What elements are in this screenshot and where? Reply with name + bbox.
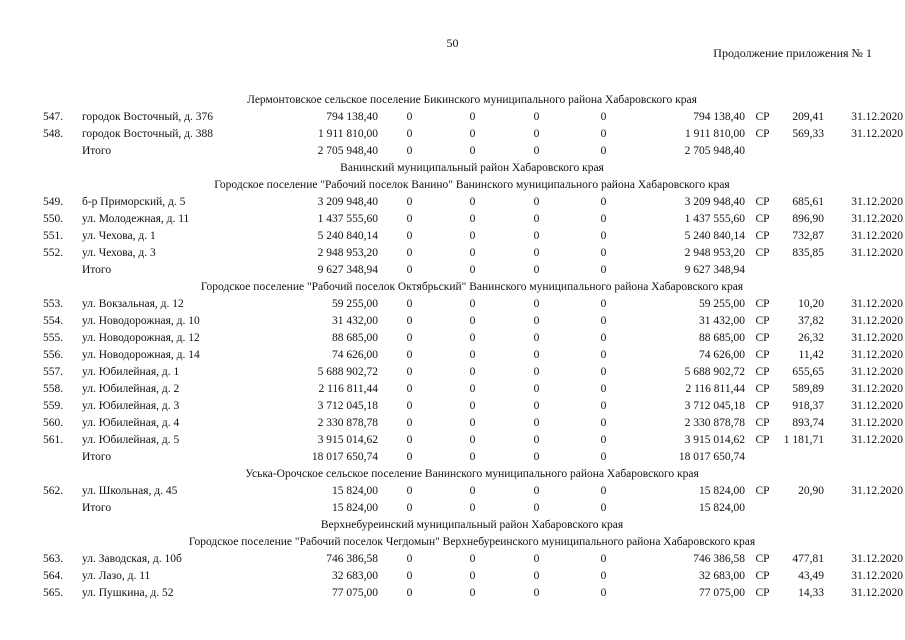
work-type-cell: СР bbox=[755, 570, 770, 582]
table-row bbox=[41, 551, 903, 568]
source-2-cell: 0 bbox=[469, 502, 476, 514]
table-row bbox=[41, 313, 903, 330]
unit-cost-cell bbox=[780, 500, 824, 517]
owner-funds-cell: 2 330 878,78 bbox=[684, 417, 745, 429]
total-cost-cell: 59 255,00 bbox=[332, 298, 378, 310]
address-cell: ул. Юбилейная, д. 3 bbox=[82, 400, 180, 412]
source-1-cell: 0 bbox=[406, 485, 413, 497]
source-4-cell: 0 bbox=[600, 128, 607, 140]
section-heading-row bbox=[41, 92, 903, 109]
owner-funds-cell: 15 824,00 bbox=[699, 502, 745, 514]
work-type-cell: СР bbox=[755, 128, 770, 140]
table-row bbox=[41, 432, 903, 449]
source-3-cell: 0 bbox=[533, 230, 540, 242]
source-1-cell: 0 bbox=[406, 451, 413, 463]
work-type-cell: СР bbox=[755, 230, 770, 242]
address-cell: ул. Новодорожная, д. 12 bbox=[82, 332, 200, 344]
source-2-cell: 0 bbox=[469, 383, 476, 395]
row-number-cell: 558. bbox=[43, 383, 64, 395]
address-cell: Итого bbox=[82, 451, 112, 463]
total-cost-cell: 18 017 650,74 bbox=[311, 451, 378, 463]
table-row bbox=[41, 415, 903, 432]
unit-cost-cell: 20,90 bbox=[798, 485, 824, 497]
section-heading: Уська-Орочское сельское поселение Ванинского муниципального района Хабаровского края bbox=[245, 468, 699, 480]
owner-funds-cell: 746 386,58 bbox=[693, 553, 745, 565]
work-type-cell: СР bbox=[755, 332, 770, 344]
source-1-cell: 0 bbox=[406, 434, 413, 446]
deadline-cell bbox=[824, 449, 903, 466]
table-row bbox=[41, 109, 903, 126]
deadline-cell: 31.12.2020 bbox=[851, 247, 904, 259]
total-cost-cell: 9 627 348,94 bbox=[317, 264, 378, 276]
owner-funds-cell: 1 437 555,60 bbox=[684, 213, 745, 225]
deadline-cell: 31.12.2020 bbox=[851, 570, 904, 582]
row-number-cell: 551. bbox=[43, 230, 64, 242]
work-type-cell: СР bbox=[755, 553, 770, 565]
deadline-cell: 31.12.2020 bbox=[851, 332, 904, 344]
source-2-cell: 0 bbox=[469, 315, 476, 327]
unit-cost-cell bbox=[780, 262, 824, 279]
unit-cost-cell: 477,81 bbox=[792, 553, 824, 565]
address-cell: ул. Вокзальная, д. 12 bbox=[82, 298, 184, 310]
total-cost-cell: 2 330 878,78 bbox=[317, 417, 378, 429]
source-2-cell: 0 bbox=[469, 485, 476, 497]
table-row bbox=[41, 347, 903, 364]
work-type-cell: СР bbox=[755, 349, 770, 361]
source-3-cell: 0 bbox=[533, 570, 540, 582]
source-1-cell: 0 bbox=[406, 417, 413, 429]
address-cell: б-р Приморский, д. 5 bbox=[82, 196, 186, 208]
address-cell: ул. Новодорожная, д. 10 bbox=[82, 315, 200, 327]
source-1-cell: 0 bbox=[406, 128, 413, 140]
deadline-cell: 31.12.2020 bbox=[851, 587, 904, 599]
source-4-cell: 0 bbox=[600, 434, 607, 446]
source-2-cell: 0 bbox=[469, 213, 476, 225]
source-2-cell: 0 bbox=[469, 553, 476, 565]
source-3-cell: 0 bbox=[533, 349, 540, 361]
source-4-cell: 0 bbox=[600, 502, 607, 514]
source-4-cell: 0 bbox=[600, 264, 607, 276]
source-2-cell: 0 bbox=[469, 230, 476, 242]
owner-funds-cell: 32 683,00 bbox=[699, 570, 745, 582]
source-4-cell: 0 bbox=[600, 451, 607, 463]
source-3-cell: 0 bbox=[533, 196, 540, 208]
source-3-cell: 0 bbox=[533, 298, 540, 310]
work-type-cell: СР bbox=[755, 213, 770, 225]
table-row bbox=[41, 228, 903, 245]
total-cost-cell: 2 948 953,20 bbox=[317, 247, 378, 259]
source-3-cell: 0 bbox=[533, 111, 540, 123]
source-1-cell: 0 bbox=[406, 366, 413, 378]
owner-funds-cell: 2 948 953,20 bbox=[684, 247, 745, 259]
source-2-cell: 0 bbox=[469, 111, 476, 123]
source-3-cell: 0 bbox=[533, 434, 540, 446]
source-3-cell: 0 bbox=[533, 451, 540, 463]
deadline-cell: 31.12.2020 bbox=[851, 315, 904, 327]
address-cell: ул. Молодежная, д. 11 bbox=[82, 213, 190, 225]
work-type-cell: СР bbox=[755, 298, 770, 310]
owner-funds-cell: 31 432,00 bbox=[699, 315, 745, 327]
unit-cost-cell: 10,20 bbox=[798, 298, 824, 310]
unit-cost-cell: 893,74 bbox=[792, 417, 824, 429]
deadline-cell: 31.12.2020 bbox=[851, 553, 904, 565]
owner-funds-cell: 15 824,00 bbox=[699, 485, 745, 497]
register-table bbox=[41, 92, 903, 602]
unit-cost-cell: 26,32 bbox=[798, 332, 824, 344]
unit-cost-cell: 14,33 bbox=[798, 587, 824, 599]
address-cell: ул. Заводская, д. 10б bbox=[82, 553, 182, 565]
source-3-cell: 0 bbox=[533, 485, 540, 497]
source-4-cell: 0 bbox=[600, 417, 607, 429]
row-number-cell: 563. bbox=[43, 553, 64, 565]
source-1-cell: 0 bbox=[406, 587, 413, 599]
row-number-cell: 553. bbox=[43, 298, 64, 310]
deadline-cell: 31.12.2020 bbox=[851, 383, 904, 395]
source-1-cell: 0 bbox=[406, 502, 413, 514]
row-number-cell: 564. bbox=[43, 570, 64, 582]
source-4-cell: 0 bbox=[600, 111, 607, 123]
work-type-cell: СР bbox=[755, 587, 770, 599]
address-cell: ул. Юбилейная, д. 5 bbox=[82, 434, 180, 446]
unit-cost-cell: 896,90 bbox=[792, 213, 824, 225]
source-1-cell: 0 bbox=[406, 213, 413, 225]
unit-cost-cell: 43,49 bbox=[798, 570, 824, 582]
unit-cost-cell: 569,33 bbox=[792, 128, 824, 140]
address-cell: Итого bbox=[82, 145, 112, 157]
appendix-note: Продолжение приложения № 1 bbox=[713, 46, 872, 60]
source-3-cell: 0 bbox=[533, 332, 540, 344]
source-2-cell: 0 bbox=[469, 145, 476, 157]
row-number-cell: 561. bbox=[43, 434, 64, 446]
deadline-cell: 31.12.2020 bbox=[851, 128, 904, 140]
row-number-cell: 559. bbox=[43, 400, 64, 412]
source-1-cell: 0 bbox=[406, 111, 413, 123]
deadline-cell: 31.12.2020 bbox=[851, 349, 904, 361]
deadline-cell: 31.12.2020 bbox=[851, 485, 904, 497]
source-4-cell: 0 bbox=[600, 366, 607, 378]
row-number-cell: 552. bbox=[43, 247, 64, 259]
deadline-cell: 31.12.2020 bbox=[851, 400, 904, 412]
unit-cost-cell: 209,41 bbox=[792, 111, 824, 123]
source-2-cell: 0 bbox=[469, 349, 476, 361]
table-row bbox=[41, 245, 903, 262]
work-type-cell: СР bbox=[755, 417, 770, 429]
source-4-cell: 0 bbox=[600, 485, 607, 497]
address-cell: ул. Юбилейная, д. 1 bbox=[82, 366, 180, 378]
total-cost-cell: 74 626,00 bbox=[332, 349, 378, 361]
total-cost-cell: 3 209 948,40 bbox=[317, 196, 378, 208]
deadline-cell: 31.12.2020 bbox=[851, 417, 904, 429]
source-1-cell: 0 bbox=[406, 264, 413, 276]
address-cell: Итого bbox=[82, 502, 112, 514]
row-number-cell: 557. bbox=[43, 366, 64, 378]
address-cell: ул. Пушкина, д. 52 bbox=[82, 587, 174, 599]
owner-funds-cell: 3 712 045,18 bbox=[684, 400, 745, 412]
source-3-cell: 0 bbox=[533, 128, 540, 140]
source-2-cell: 0 bbox=[469, 587, 476, 599]
total-cost-cell: 5 688 902,72 bbox=[317, 366, 378, 378]
work-type-cell: СР bbox=[755, 485, 770, 497]
unit-cost-cell bbox=[780, 449, 824, 466]
total-cost-cell: 31 432,00 bbox=[332, 315, 378, 327]
section-heading: Лермонтовское сельское поселение Бикинского муниципального района Хабаровского края bbox=[247, 94, 697, 106]
owner-funds-cell: 2 116 811,44 bbox=[685, 383, 745, 395]
section-heading-row bbox=[41, 466, 903, 483]
work-type-cell bbox=[745, 449, 780, 466]
row-number-cell: 554. bbox=[43, 315, 64, 327]
section-heading: Городское поселение "Рабочий поселок Октябрьский" Ванинского муниципального района Хабаровского края bbox=[200, 281, 744, 293]
source-3-cell: 0 bbox=[533, 587, 540, 599]
unit-cost-cell: 732,87 bbox=[792, 230, 824, 242]
source-1-cell: 0 bbox=[406, 570, 413, 582]
owner-funds-cell: 74 626,00 bbox=[699, 349, 745, 361]
deadline-cell bbox=[824, 262, 903, 279]
work-type-cell: СР bbox=[755, 434, 770, 446]
source-1-cell: 0 bbox=[406, 196, 413, 208]
address-cell: ул. Лазо, д. 11 bbox=[82, 570, 151, 582]
source-2-cell: 0 bbox=[469, 434, 476, 446]
address-cell: ул. Юбилейная, д. 2 bbox=[82, 383, 180, 395]
source-3-cell: 0 bbox=[533, 366, 540, 378]
unit-cost-cell: 11,42 bbox=[798, 349, 824, 361]
source-3-cell: 0 bbox=[533, 247, 540, 259]
source-3-cell: 0 bbox=[533, 145, 540, 157]
address-cell: городок Восточный, д. 388 bbox=[82, 128, 213, 140]
source-3-cell: 0 bbox=[533, 502, 540, 514]
work-type-cell: СР bbox=[755, 315, 770, 327]
total-cost-cell: 3 915 014,62 bbox=[317, 434, 378, 446]
source-2-cell: 0 bbox=[469, 196, 476, 208]
row-number-cell: 549. bbox=[43, 196, 64, 208]
row-number-cell bbox=[41, 143, 78, 160]
total-cost-cell: 2 705 948,40 bbox=[317, 145, 378, 157]
work-type-cell: СР bbox=[755, 196, 770, 208]
subtotal-row bbox=[41, 500, 903, 517]
owner-funds-cell: 9 627 348,94 bbox=[684, 264, 745, 276]
section-heading-row bbox=[41, 177, 903, 194]
total-cost-cell: 1 437 555,60 bbox=[317, 213, 378, 225]
row-number-cell: 547. bbox=[43, 111, 64, 123]
work-type-cell bbox=[745, 143, 780, 160]
row-number-cell: 548. bbox=[43, 128, 64, 140]
table-row bbox=[41, 211, 903, 228]
table-row bbox=[41, 585, 903, 602]
address-cell: Итого bbox=[82, 264, 112, 276]
owner-funds-cell: 2 705 948,40 bbox=[684, 145, 745, 157]
work-type-cell bbox=[745, 262, 780, 279]
deadline-cell bbox=[824, 143, 903, 160]
total-cost-cell: 1 911 810,00 bbox=[318, 128, 378, 140]
row-number-cell: 550. bbox=[43, 213, 64, 225]
source-2-cell: 0 bbox=[469, 298, 476, 310]
work-type-cell: СР bbox=[755, 366, 770, 378]
subtotal-row bbox=[41, 449, 903, 466]
source-1-cell: 0 bbox=[406, 400, 413, 412]
source-3-cell: 0 bbox=[533, 383, 540, 395]
unit-cost-cell: 1 181,71 bbox=[783, 434, 824, 446]
source-4-cell: 0 bbox=[600, 247, 607, 259]
subtotal-row bbox=[41, 143, 903, 160]
total-cost-cell: 15 824,00 bbox=[332, 502, 378, 514]
owner-funds-cell: 3 209 948,40 bbox=[684, 196, 745, 208]
table-row bbox=[41, 568, 903, 585]
total-cost-cell: 3 712 045,18 bbox=[317, 400, 378, 412]
deadline-cell bbox=[824, 500, 903, 517]
work-type-cell: СР bbox=[755, 111, 770, 123]
deadline-cell: 31.12.2020 bbox=[851, 366, 904, 378]
unit-cost-cell: 918,37 bbox=[792, 400, 824, 412]
section-heading-row bbox=[41, 160, 903, 177]
deadline-cell: 31.12.2020 bbox=[851, 230, 904, 242]
row-number-cell bbox=[41, 262, 78, 279]
total-cost-cell: 5 240 840,14 bbox=[317, 230, 378, 242]
source-2-cell: 0 bbox=[469, 451, 476, 463]
source-4-cell: 0 bbox=[600, 315, 607, 327]
section-heading: Городское поселение "Рабочий поселок Чегдомын" Верхнебуреинского муниципального района Хабаровского края bbox=[188, 536, 756, 548]
total-cost-cell: 15 824,00 bbox=[332, 485, 378, 497]
source-4-cell: 0 bbox=[600, 145, 607, 157]
work-type-cell: СР bbox=[755, 383, 770, 395]
page-number: 50 bbox=[446, 36, 459, 50]
source-2-cell: 0 bbox=[469, 570, 476, 582]
table-row bbox=[41, 364, 903, 381]
address-cell: ул. Школьная, д. 45 bbox=[82, 485, 178, 497]
table-row bbox=[41, 194, 903, 211]
address-cell: ул. Чехова, д. 3 bbox=[82, 247, 156, 259]
source-1-cell: 0 bbox=[406, 383, 413, 395]
source-2-cell: 0 bbox=[469, 400, 476, 412]
deadline-cell: 31.12.2020 bbox=[851, 111, 904, 123]
source-4-cell: 0 bbox=[600, 587, 607, 599]
owner-funds-cell: 18 017 650,74 bbox=[678, 451, 745, 463]
section-heading: Ванинский муниципальный район Хабаровского края bbox=[340, 162, 604, 174]
source-3-cell: 0 bbox=[533, 315, 540, 327]
table-row bbox=[41, 381, 903, 398]
total-cost-cell: 746 386,58 bbox=[326, 553, 378, 565]
owner-funds-cell: 59 255,00 bbox=[699, 298, 745, 310]
deadline-cell: 31.12.2020 bbox=[851, 213, 904, 225]
work-type-cell: СР bbox=[755, 400, 770, 412]
total-cost-cell: 77 075,00 bbox=[332, 587, 378, 599]
row-number-cell: 562. bbox=[43, 485, 64, 497]
owner-funds-cell: 5 240 840,14 bbox=[684, 230, 745, 242]
total-cost-cell: 2 116 811,44 bbox=[318, 383, 378, 395]
source-4-cell: 0 bbox=[600, 400, 607, 412]
table-row bbox=[41, 398, 903, 415]
source-1-cell: 0 bbox=[406, 349, 413, 361]
owner-funds-cell: 5 688 902,72 bbox=[684, 366, 745, 378]
source-1-cell: 0 bbox=[406, 247, 413, 259]
section-heading: Верхнебуреинский муниципальный район Хабаровского края bbox=[320, 519, 624, 531]
source-4-cell: 0 bbox=[600, 213, 607, 225]
source-2-cell: 0 bbox=[469, 128, 476, 140]
total-cost-cell: 88 685,00 bbox=[332, 332, 378, 344]
address-cell: ул. Юбилейная, д. 4 bbox=[82, 417, 180, 429]
deadline-cell: 31.12.2020 bbox=[851, 298, 904, 310]
table-row bbox=[41, 296, 903, 313]
unit-cost-cell: 655,65 bbox=[792, 366, 824, 378]
source-4-cell: 0 bbox=[600, 298, 607, 310]
source-4-cell: 0 bbox=[600, 383, 607, 395]
owner-funds-cell: 88 685,00 bbox=[699, 332, 745, 344]
unit-cost-cell: 37,82 bbox=[798, 315, 824, 327]
owner-funds-cell: 794 138,40 bbox=[693, 111, 745, 123]
section-heading: Городское поселение "Рабочий поселок Ванино" Ванинского муниципального района Хабаровского края bbox=[214, 179, 730, 191]
source-4-cell: 0 bbox=[600, 332, 607, 344]
source-1-cell: 0 bbox=[406, 230, 413, 242]
source-3-cell: 0 bbox=[533, 264, 540, 276]
source-4-cell: 0 bbox=[600, 230, 607, 242]
row-number-cell: 556. bbox=[43, 349, 64, 361]
subtotal-row bbox=[41, 262, 903, 279]
source-2-cell: 0 bbox=[469, 247, 476, 259]
deadline-cell: 31.12.2020 bbox=[851, 196, 904, 208]
row-number-cell bbox=[41, 500, 78, 517]
total-cost-cell: 32 683,00 bbox=[332, 570, 378, 582]
source-2-cell: 0 bbox=[469, 264, 476, 276]
source-1-cell: 0 bbox=[406, 315, 413, 327]
deadline-cell: 31.12.2020 bbox=[851, 434, 904, 446]
unit-cost-cell: 685,61 bbox=[792, 196, 824, 208]
row-number-cell: 565. bbox=[43, 587, 64, 599]
unit-cost-cell bbox=[780, 143, 824, 160]
section-heading-row bbox=[41, 279, 903, 296]
source-1-cell: 0 bbox=[406, 145, 413, 157]
section-heading-row bbox=[41, 534, 903, 551]
work-type-cell: СР bbox=[755, 247, 770, 259]
source-4-cell: 0 bbox=[600, 570, 607, 582]
source-1-cell: 0 bbox=[406, 553, 413, 565]
source-1-cell: 0 bbox=[406, 332, 413, 344]
unit-cost-cell: 589,89 bbox=[792, 383, 824, 395]
source-3-cell: 0 bbox=[533, 400, 540, 412]
owner-funds-cell: 77 075,00 bbox=[699, 587, 745, 599]
address-cell: городок Восточный, д. 376 bbox=[82, 111, 213, 123]
source-4-cell: 0 bbox=[600, 196, 607, 208]
row-number-cell: 555. bbox=[43, 332, 64, 344]
source-3-cell: 0 bbox=[533, 417, 540, 429]
source-2-cell: 0 bbox=[469, 417, 476, 429]
table-row bbox=[41, 330, 903, 347]
row-number-cell: 560. bbox=[43, 417, 64, 429]
table-row bbox=[41, 126, 903, 143]
register-rows bbox=[41, 92, 903, 602]
owner-funds-cell: 1 911 810,00 bbox=[685, 128, 745, 140]
source-3-cell: 0 bbox=[533, 553, 540, 565]
table-row bbox=[41, 483, 903, 500]
source-4-cell: 0 bbox=[600, 349, 607, 361]
source-3-cell: 0 bbox=[533, 213, 540, 225]
address-cell: ул. Чехова, д. 1 bbox=[82, 230, 156, 242]
total-cost-cell: 794 138,40 bbox=[326, 111, 378, 123]
work-type-cell bbox=[745, 500, 780, 517]
source-4-cell: 0 bbox=[600, 553, 607, 565]
source-2-cell: 0 bbox=[469, 366, 476, 378]
address-cell: ул. Новодорожная, д. 14 bbox=[82, 349, 200, 361]
section-heading-row bbox=[41, 517, 903, 534]
source-1-cell: 0 bbox=[406, 298, 413, 310]
row-number-cell bbox=[41, 449, 78, 466]
source-2-cell: 0 bbox=[469, 332, 476, 344]
owner-funds-cell: 3 915 014,62 bbox=[684, 434, 745, 446]
unit-cost-cell: 835,85 bbox=[792, 247, 824, 259]
